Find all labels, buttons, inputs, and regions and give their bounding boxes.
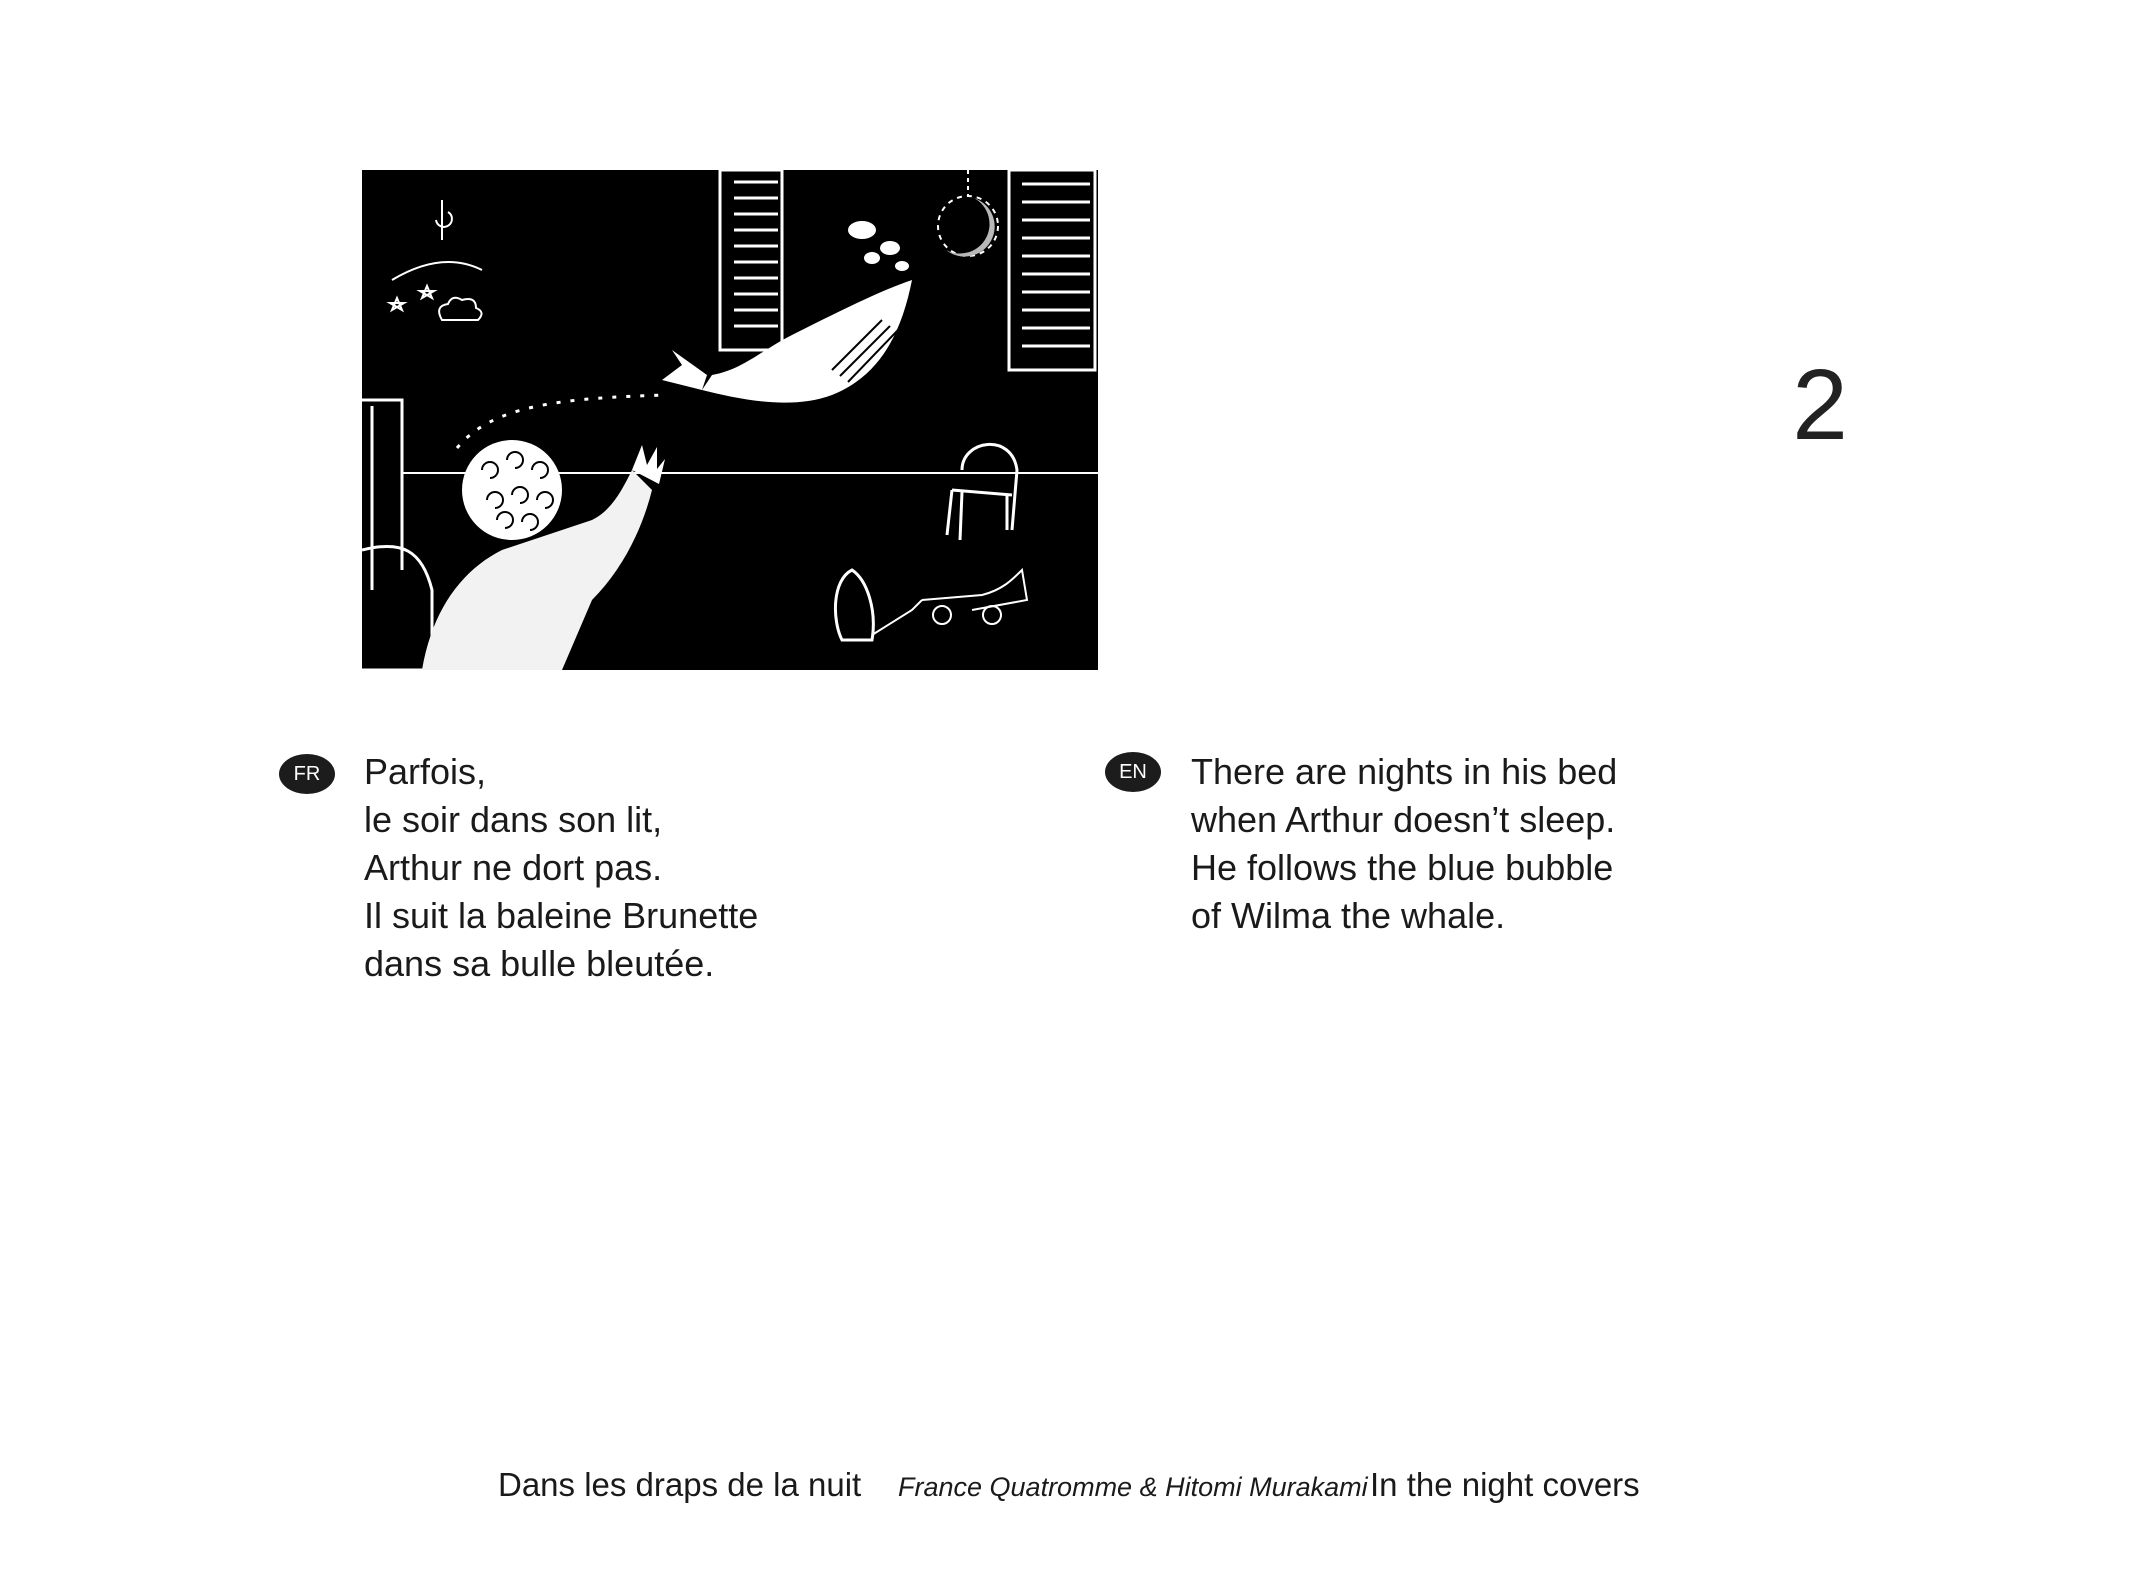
verse-french [364, 748, 758, 988]
book-authors: France Quatromme & Hitomi Murakami [898, 1472, 1368, 1502]
verse-english [1191, 748, 1617, 940]
verse-line: le soir dans son lit, [364, 799, 663, 840]
night-bedroom-illustration [362, 170, 1098, 670]
verse-line: of Wilma the whale. [1191, 895, 1506, 936]
book-title-french: Dans les draps de la nuit [498, 1466, 862, 1503]
language-badge-fr: FR [279, 754, 335, 794]
verse-line: when Arthur doesn’t sleep. [1191, 799, 1616, 840]
book-title-english: In the night covers [1370, 1466, 1640, 1503]
verse-line: Parfois, [364, 751, 487, 792]
verse-line: dans sa bulle bleutée. [364, 943, 715, 984]
page-footer [0, 1460, 2134, 1510]
verse-line: There are nights in his bed [1191, 751, 1618, 792]
verse-line: Arthur ne dort pas. [364, 847, 663, 888]
verse-line: He follows the blue bubble [1191, 847, 1614, 888]
verse-line: Il suit la baleine Brunette [364, 895, 759, 936]
language-badge-en: EN [1105, 752, 1161, 792]
page-number: 2 [1792, 349, 1848, 461]
